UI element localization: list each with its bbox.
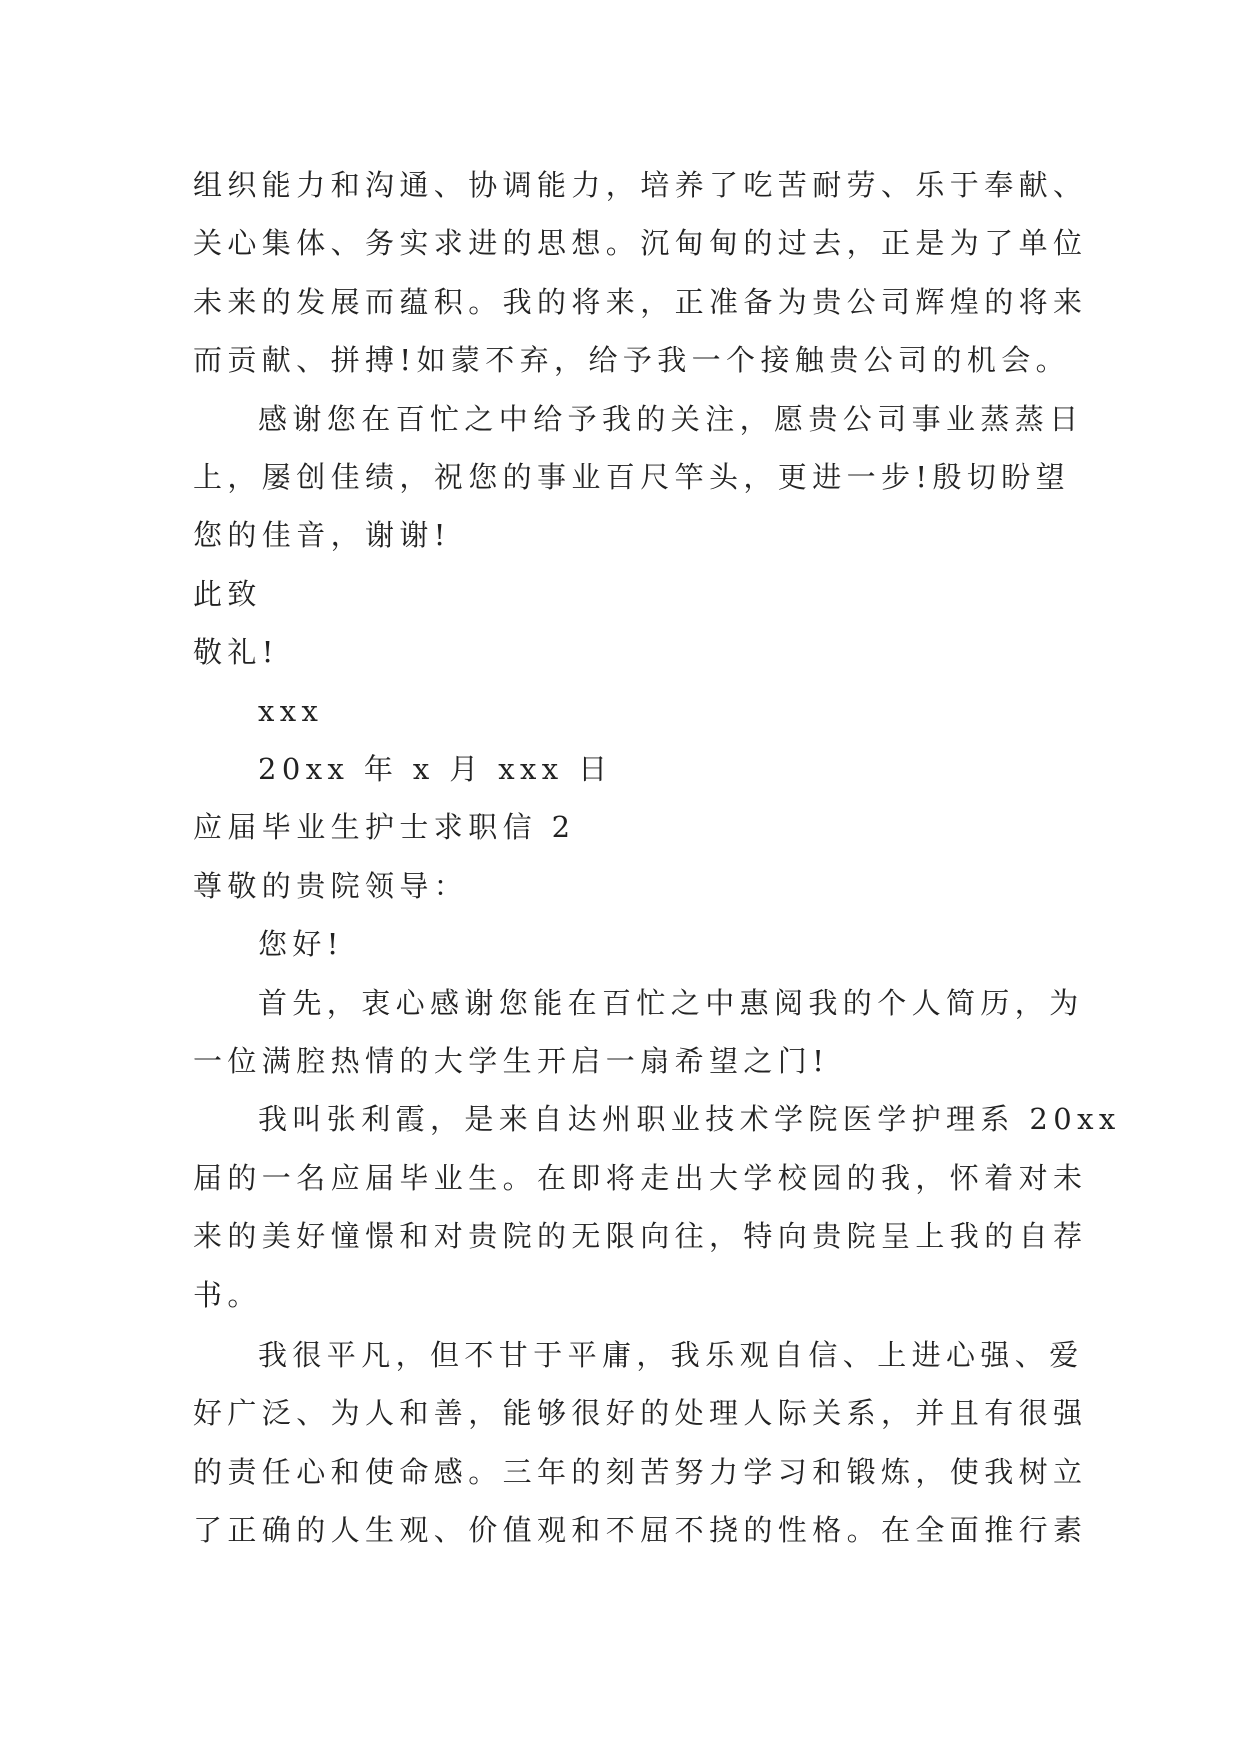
closing-line: 此致: [193, 577, 262, 611]
addressee: 尊敬的贵院领导：: [193, 869, 469, 903]
paragraph-line: 未来的发展而蕴积。我的将来，正准备为贵公司辉煌的将来: [193, 285, 1088, 319]
paragraph-line: 书。: [193, 1278, 262, 1312]
salutation-line: 敬礼!: [193, 635, 279, 669]
greeting: 您好!: [258, 927, 344, 961]
paragraph-line: 好广泛、为人和善，能够很好的处理人际关系，并且有很强: [193, 1396, 1088, 1430]
letter-title: 应届毕业生护士求职信 2: [193, 810, 576, 844]
paragraph-line: 上，屡创佳绩，祝您的事业百尺竿头，更进一步!殷切盼望: [193, 460, 1071, 494]
paragraph-line: 我很平凡，但不甘于平庸，我乐观自信、上进心强、爱: [258, 1338, 1084, 1372]
paragraph-line: 关心集体、务实求进的思想。沉甸甸的过去，正是为了单位: [193, 226, 1088, 260]
paragraph-line: 您的佳音，谢谢!: [193, 518, 451, 552]
paragraph-line: 组织能力和沟通、协调能力，培养了吃苦耐劳、乐于奉献、: [193, 168, 1088, 202]
paragraph-line: 感谢您在百忙之中给予我的关注，愿贵公司事业蒸蒸日: [258, 402, 1084, 436]
paragraph-line: 来的美好憧憬和对贵院的无限向往，特向贵院呈上我的自荐: [193, 1219, 1088, 1253]
paragraph-line: 我叫张利霞，是来自达州职业技术学院医学护理系 20xx: [258, 1102, 1121, 1136]
paragraph-line: 的责任心和使命感。三年的刻苦努力学习和锻炼，使我树立: [193, 1455, 1088, 1489]
letter-date: 20xx 年 x 月 xxx 日: [258, 752, 613, 786]
paragraph-line: 而贡献、拼搏!如蒙不弃，给予我一个接触贵公司的机会。: [193, 343, 1071, 377]
paragraph-line: 一位满腔热情的大学生开启一扇希望之门!: [193, 1044, 830, 1078]
paragraph-line: 届的一名应届毕业生。在即将走出大学校园的我，怀着对未: [193, 1161, 1088, 1195]
paragraph-line: 首先，衷心感谢您能在百忙之中惠阅我的个人简历，为: [258, 986, 1084, 1020]
signature: xxx: [258, 694, 324, 728]
paragraph-line: 了正确的人生观、价值观和不屈不挠的性格。在全面推行素: [193, 1513, 1088, 1547]
